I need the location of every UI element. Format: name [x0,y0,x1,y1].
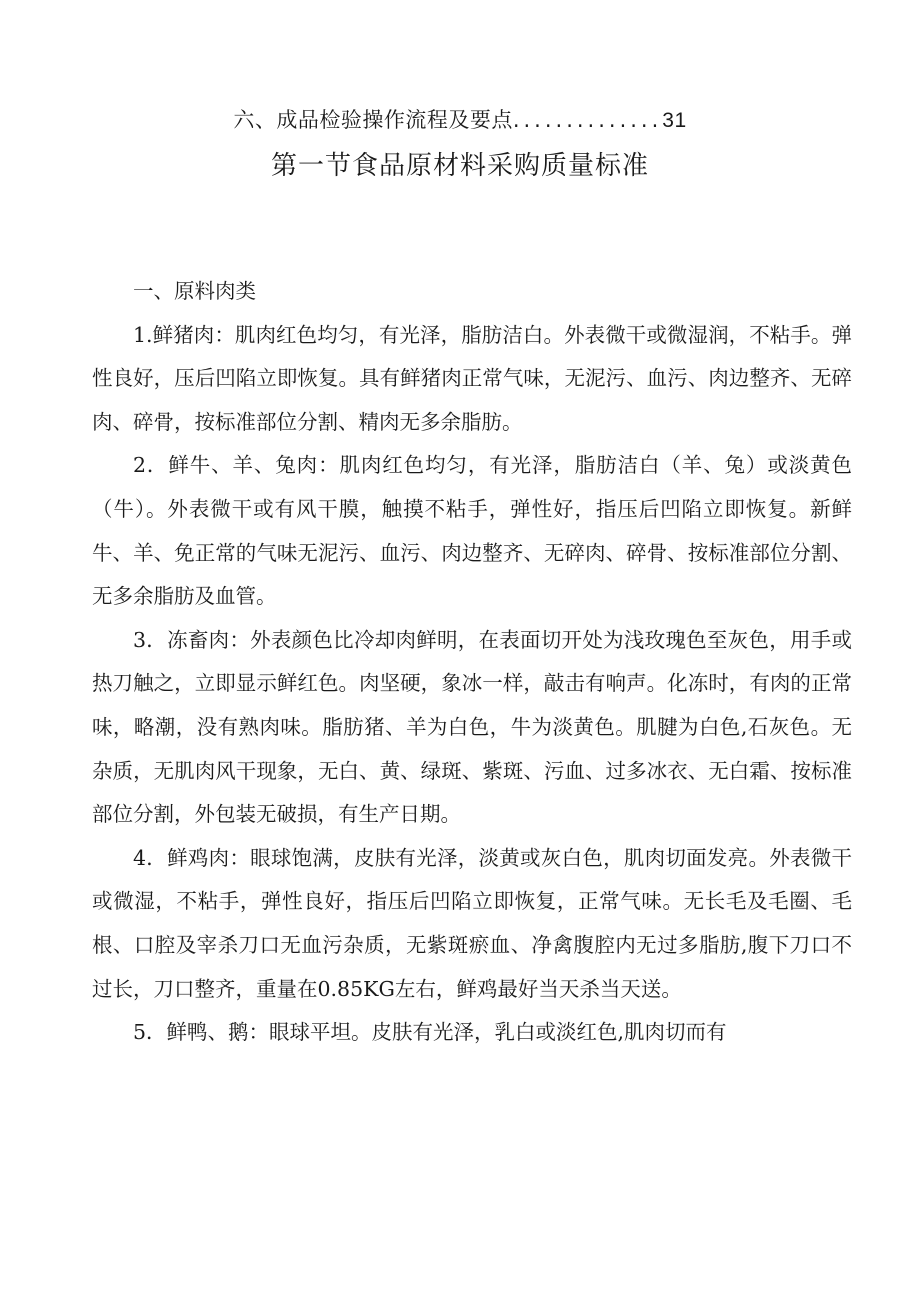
toc-leader-dots: .............. [512,108,663,132]
toc-entry-text: 六、成品检验操作流程及要点 [233,108,513,132]
paragraph-fresh-beef-lamb-rabbit: 2．鲜牛、羊、兔肉：肌肉红色均匀，有光泽，脂肪洁白（羊、兔）或淡黄色（牛）。外表微干或有风干膜，触摸不粘手，弹性好，指压后凹陷立即恢复。新鲜牛、羊、免正常的气味无泥污、血污、肉边整齐、无碎肉、碎骨、按标准部位分割、无多余脂肪及血管。 [92,453,852,609]
document-body [92,270,852,1055]
toc-page-number: 31 [662,109,687,132]
paragraph-fresh-duck-goose: 5．鲜鸭、鹅：眼球平坦。皮肤有光泽，乳白或淡红色,肌肉切而有 [133,1020,727,1045]
paragraph-fresh-pork: 1.鲜猪肉：肌肉红色均匀，有光泽，脂肪洁白。外表微干或微湿润，不粘手。弹性良好，压后凹陷立即恢复。具有鲜猪肉正常气味，无泥污、血污、肉边整齐、无碎肉、碎骨，按标准部位分割、精肉无多余脂肪。 [92,322,852,434]
paragraph-fresh-chicken: 4．鲜鸡肉：眼球饱满，皮肤有光泽，淡黄或灰白色，肌肉切面发亮。外表微干或微湿，不粘手，弹性良好，指压后凹陷立即恢复，正常气味。无长毛及毛圈、毛根、口腔及宰杀刀口无血污杂质，无紫斑瘀血、净禽腹腔内无过多脂肪,腹下刀口不过长，刀口整齐，重量在0.85KG左右，鲜鸡最好当天杀当天送。 [92,845,852,1001]
paragraph-frozen-meat: 3．冻畜肉：外表颜色比冷却肉鲜明，在表面切开处为浅玫瑰色至灰色，用手或热刀触之，立即显示鲜红色。肉坚硬，象冰一样，敲击有响声。化冻时，有肉的正常味，略潮，没有熟肉味。脂肪猪、羊为白色，牛为淡黄色。肌腱为白色,石灰色。无杂质，无肌肉风干现象，无白、黄、绿斑、紫斑、污血、过多冰衣、无白霜、按标准部位分割，外包装无破损，有生产日期。 [92,627,852,827]
subsection-heading: 一、原料肉类 [133,279,256,303]
section-title: 第一节食品原材料采购质量标准 [270,151,649,181]
toc-entry[interactable] [0,104,920,137]
